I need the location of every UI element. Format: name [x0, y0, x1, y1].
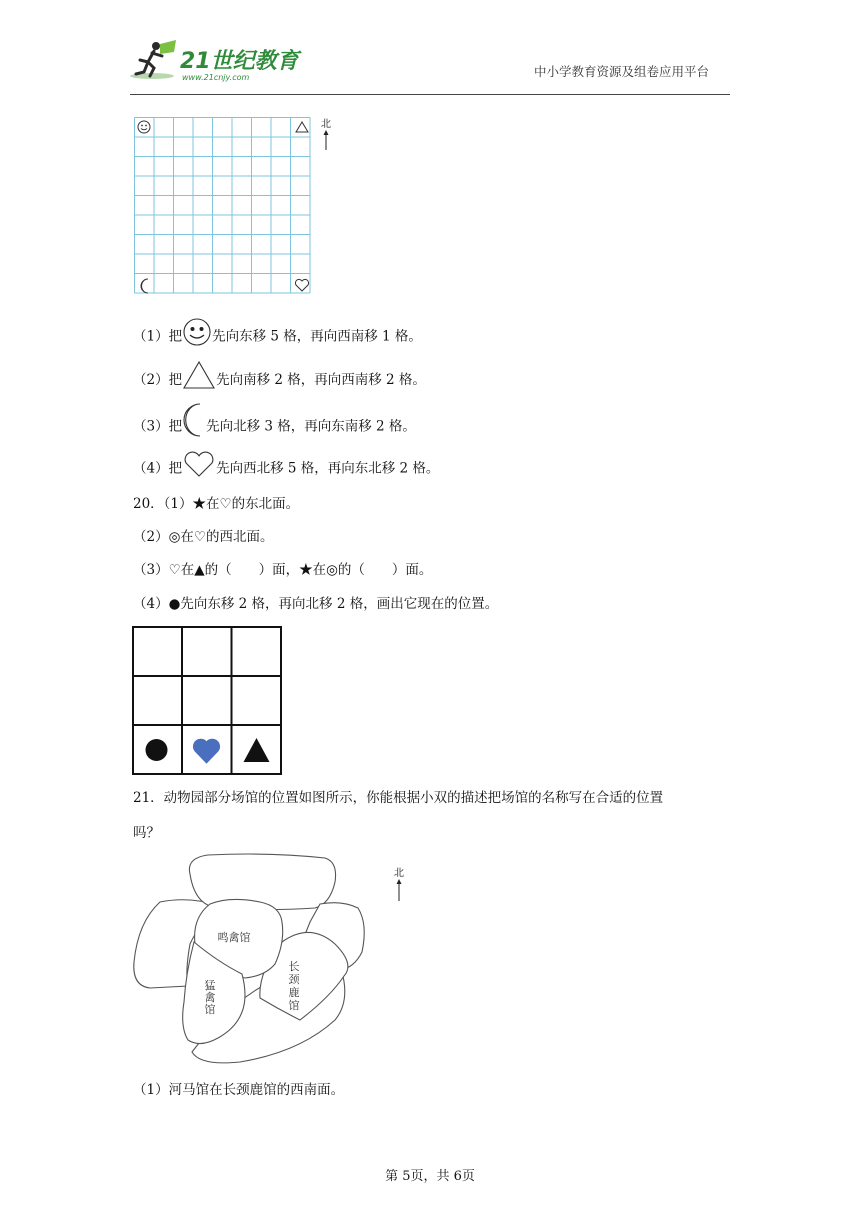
zoo-label-guan-1: 馆	[204, 1003, 216, 1016]
q19-item-3: （3）把 先向北移 3 格，再向东南移 2 格。	[133, 402, 416, 438]
zoo-label-jing: 颈	[288, 973, 300, 986]
smiley-icon	[182, 318, 212, 356]
q21-sub-1: （1）河马馆在长颈鹿馆的西南面。	[133, 1082, 345, 1098]
q19-north-indicator	[320, 115, 332, 155]
zoo-label-mingqin: 鸣禽馆	[217, 931, 251, 944]
zoo-label-lu: 鹿	[288, 986, 300, 999]
q21-north-indicator	[393, 864, 405, 906]
triangle-mark	[296, 122, 308, 132]
q19-item-1: （1）把 先向东移 5 格，再向西南移 1 格。	[133, 318, 422, 346]
smiley-mark	[138, 121, 150, 133]
zoo-map	[130, 852, 375, 1074]
heart-icon	[182, 450, 216, 488]
platform-name: 中小学教育资源及组卷应用平台	[534, 64, 710, 79]
q20-line-4: （4）●先向东移 2 格，再向北移 2 格，画出它现在的位置。	[133, 596, 499, 612]
north-arrow-icon	[320, 130, 332, 152]
north-label: 北	[394, 868, 404, 879]
zoo-label-chang: 长	[288, 960, 300, 973]
q19-item-4: （4）把 先向西北移 5 格，再向东北移 2 格。	[133, 450, 439, 478]
zoo-label-guan-2: 馆	[288, 999, 300, 1012]
circle-mark	[146, 739, 168, 761]
q20-grid	[132, 626, 283, 780]
runner-logo-icon	[130, 38, 305, 84]
q21-text-line-1: 21．动物园部分场馆的位置如图所示，你能根据小双的描述把场馆的名称写在合适的位置	[133, 790, 664, 806]
q20-line-3: （3）♡在▲的（ ）面，★在◎的（ ）面。	[133, 562, 433, 578]
heart-mark	[295, 279, 308, 291]
moon-mark	[141, 279, 148, 293]
triangle-mark	[244, 738, 270, 762]
logo	[130, 38, 305, 84]
svg-text:www.21cnjy.com: www.21cnjy.com	[182, 73, 250, 82]
q19-grid	[134, 117, 312, 300]
page-footer: 第 5页，共 6页	[385, 1169, 475, 1184]
q21-text-line-2: 吗？	[133, 825, 160, 841]
north-label: 北	[321, 119, 331, 130]
triangle-icon	[182, 360, 216, 401]
q20-line-2: （2）◎在♡的西北面。	[133, 529, 274, 545]
q20-line-1: 20．（1）★在♡的东北面。	[133, 496, 300, 512]
header-divider	[130, 94, 730, 95]
blue-heart-mark	[193, 739, 219, 763]
zoo-label-meng: 猛	[204, 979, 216, 992]
north-arrow-icon	[393, 879, 405, 903]
svg-text:21世纪教育: 21世纪教育	[180, 49, 299, 74]
q19-item-2: （2）把 先向南移 2 格，再向西南移 2 格。	[133, 360, 426, 390]
zoo-label-qin: 禽	[204, 991, 216, 1004]
zoo-region-north	[189, 854, 335, 910]
moon-icon	[182, 402, 206, 452]
